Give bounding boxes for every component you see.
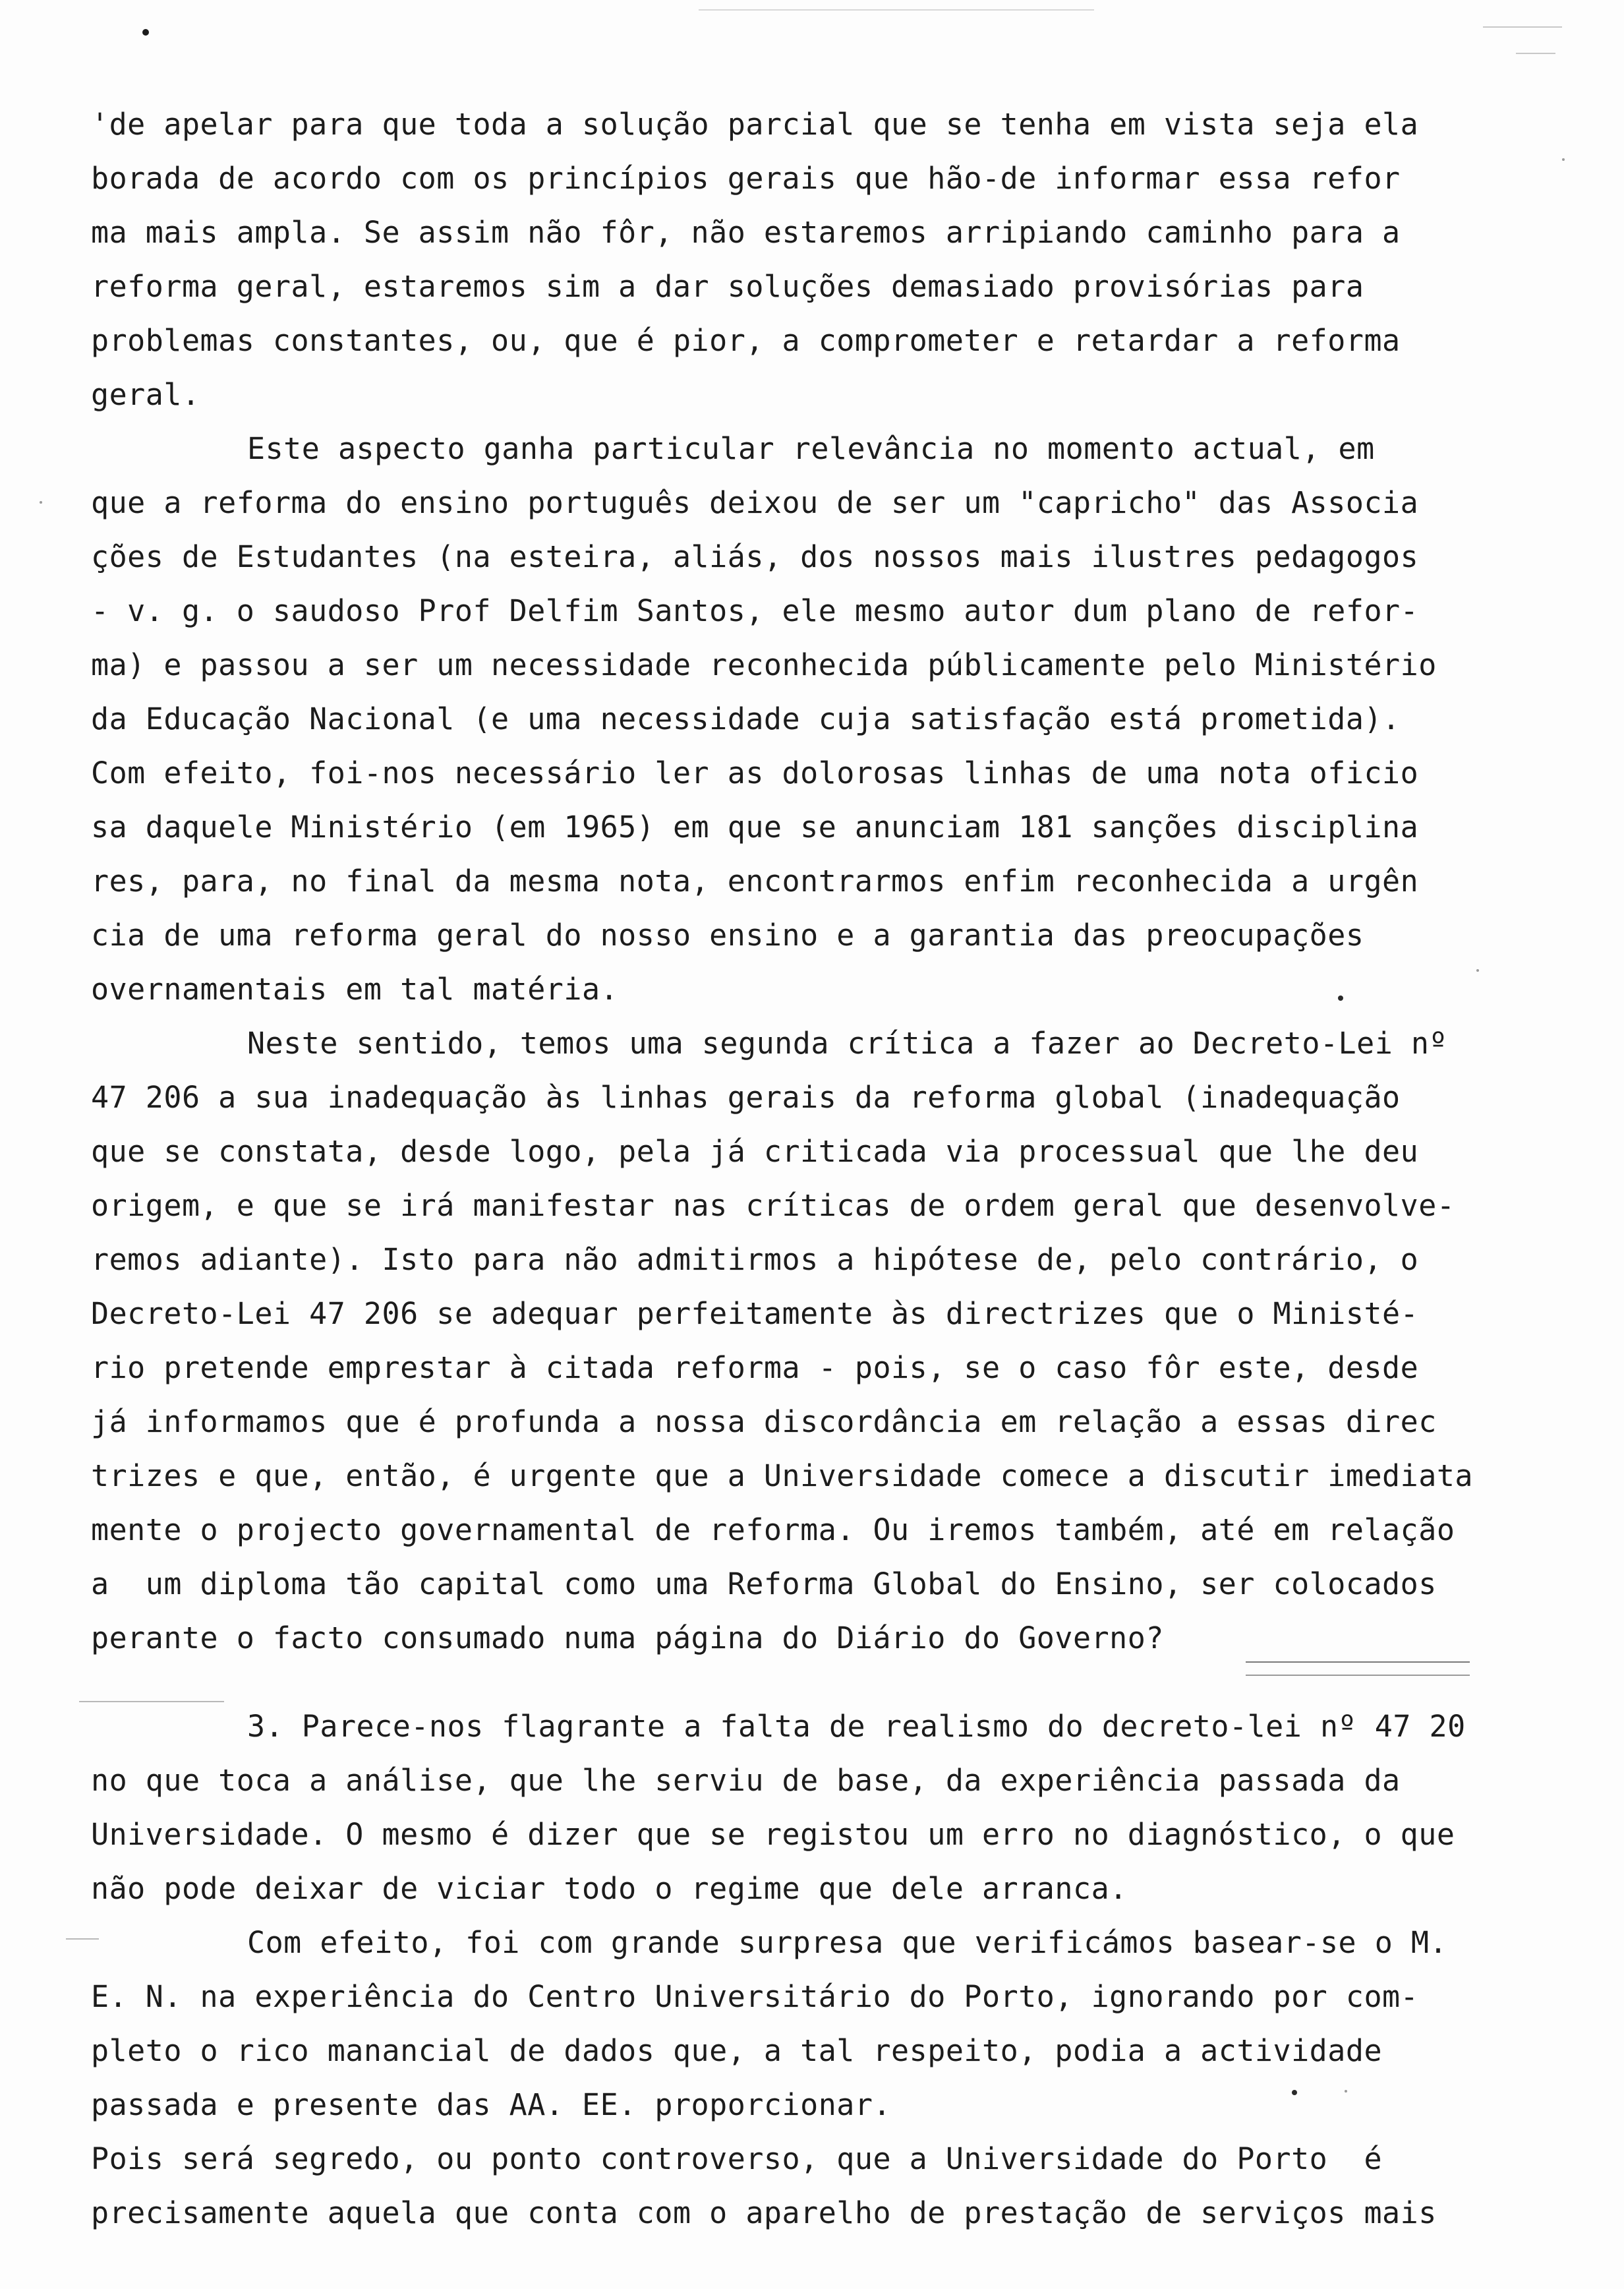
document-line: rio pretende emprestar à citada reforma - pois, se o caso fôr este, desde	[91, 1350, 1419, 1385]
scan-artifact	[1516, 53, 1555, 54]
document-line: res, para, no final da mesma nota, encontrarmos enfim reconhecida a urgên	[91, 864, 1419, 899]
document-line: Com efeito, foi-nos necessário ler as dolorosas linhas de uma nota oficio	[91, 756, 1419, 790]
document-line: 'de apelar para que toda a solução parcial que se tenha em vista seja ela	[91, 107, 1419, 142]
document-line: ma mais ampla. Se assim não fôr, não estaremos arripiando caminho para a	[91, 215, 1401, 250]
document-line: ma) e passou a ser um necessidade reconhecida públicamente pelo Ministério	[91, 647, 1437, 682]
document-line: perante o facto consumado numa página do Diário do Governo?	[91, 1620, 1164, 1655]
document-line: E. N. na experiência do Centro Universitário do Porto, ignorando por com-	[91, 1979, 1419, 2014]
document-line: Com efeito, foi com grande surpresa que verificámos basear-se o M.	[247, 1925, 1448, 1960]
scan-artifact	[40, 501, 42, 504]
scan-artifact	[66, 1938, 99, 1940]
document-line: que se constata, desde logo, pela já criticada via processual que lhe deu	[91, 1134, 1419, 1169]
document-line: passada e presente das AA. EE. proporcionar.	[91, 2087, 892, 2122]
document-line: 3. Parece-nos flagrante a falta de realismo do decreto-lei nº 47 20	[247, 1709, 1466, 1744]
document-line: sa daquele Ministério (em 1965) em que se anunciam 181 sanções disciplina	[91, 810, 1419, 845]
document-line: Decreto-Lei 47 206 se adequar perfeitamente às directrizes que o Ministé-	[91, 1296, 1419, 1331]
document-line: que a reforma do ensino português deixou de ser um "capricho" das Associa	[91, 485, 1419, 520]
document-line: precisamente aquela que conta com o aparelho de prestação de serviços mais	[91, 2195, 1437, 2230]
scan-artifact	[1246, 1675, 1470, 1676]
scan-artifact	[79, 1701, 224, 1702]
document-line: ções de Estudantes (na esteira, aliás, dos nossos mais ilustres pedagogos	[91, 539, 1419, 574]
document-line: problemas constantes, ou, que é pior, a comprometer e retardar a reforma	[91, 323, 1401, 358]
document-line: Pois será segredo, ou ponto controverso, que a Universidade do Porto é	[91, 2141, 1383, 2176]
document-line: 47 206 a sua inadequação às linhas gerais da reforma global (inadequação	[91, 1080, 1401, 1115]
document-line: Universidade. O mesmo é dizer que se registou um erro no diagnóstico, o que	[91, 1817, 1455, 1852]
document-line: origem, e que se irá manifestar nas críticas de ordem geral que desenvolve-	[91, 1188, 1455, 1223]
document-line: Neste sentido, temos uma segunda crítica a fazer ao Decreto-Lei nº	[247, 1026, 1448, 1061]
document-line: mente o projecto governamental de reforma. Ou iremos também, até em relação	[91, 1512, 1455, 1547]
document-line: remos adiante). Isto para não admitirmos a hipótese de, pelo contrário, o	[91, 1242, 1419, 1277]
document-line: da Educação Nacional (e uma necessidade cuja satisfação está prometida).	[91, 701, 1401, 736]
scan-artifact	[1562, 158, 1565, 161]
document-line: no que toca a análise, que lhe serviu de base, da experiência passada da	[91, 1763, 1401, 1798]
document-line: já informamos que é profunda a nossa discordância em relação a essas direc	[91, 1404, 1437, 1439]
scan-artifact	[699, 9, 1094, 11]
document-line: cia de uma reforma geral do nosso ensino e a garantia das preocupações	[91, 918, 1364, 953]
document-line: - v. g. o saudoso Prof Delfim Santos, ele mesmo autor dum plano de refor-	[91, 593, 1419, 628]
document-line: não pode deixar de viciar todo o regime que dele arranca.	[91, 1871, 1128, 1906]
document-line: Este aspecto ganha particular relevância no momento actual, em	[247, 431, 1375, 466]
document-line: pleto o rico manancial de dados que, a tal respeito, podia a actividade	[91, 2033, 1383, 2068]
ink-dot	[142, 29, 149, 36]
document-line: borada de acordo com os princípios gerais que hão-de informar essa refor	[91, 161, 1401, 196]
document-line: reforma geral, estaremos sim a dar soluções demasiado provisórias para	[91, 269, 1364, 304]
document-line: a um diploma tão capital como uma Reforma Global do Ensino, ser colocados	[91, 1566, 1437, 1601]
scan-artifact	[1483, 26, 1562, 28]
document-line: trizes e que, então, é urgente que a Universidade comece a discutir imediata	[91, 1458, 1474, 1493]
document-line: overnamentais em tal matéria.	[91, 972, 619, 1007]
document-line: geral.	[91, 377, 200, 412]
